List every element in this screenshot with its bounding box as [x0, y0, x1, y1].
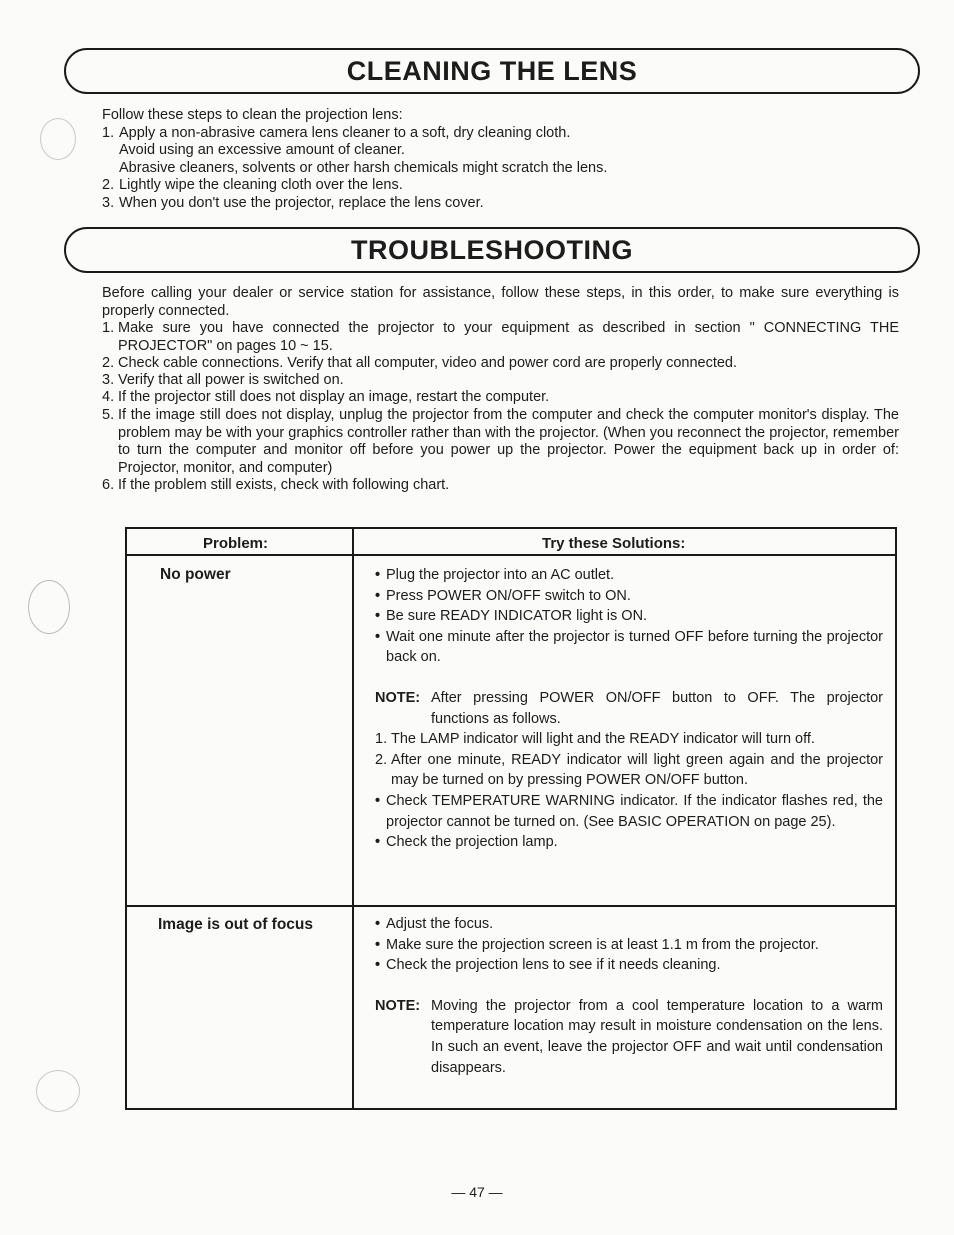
- page-number: — 47 —: [451, 1184, 503, 1200]
- list-text: Check cable connections. Verify that all computer, video and power cord are properly connected.: [118, 355, 738, 371]
- note-text: Moving the projector from a cool temperature location to a warm temperature location may result in moisture condensation on the lens. In such an event, leave the projector OFF and wait until condensation disappears.: [431, 997, 883, 1076]
- list-text: Verify that all power is switched on.: [118, 372, 344, 388]
- list-number: 1.: [102, 320, 115, 336]
- row-divider: [127, 905, 895, 907]
- note-label: NOTE:: [375, 997, 421, 1014]
- solutions-cell: [375, 914, 883, 1078]
- list-item: • Be sure READY INDICATOR light is ON.: [375, 606, 883, 627]
- list-item: [102, 320, 899, 355]
- list-text: When you don't use the projector, replace the lens cover.: [119, 195, 484, 211]
- header-divider: [127, 554, 895, 556]
- problem-label: Image is out of focus: [158, 916, 314, 933]
- cleaning-intro: Follow these steps to clean the projection lens:: [102, 107, 403, 123]
- list-number: 3.: [102, 195, 115, 211]
- note-label: NOTE:: [375, 689, 421, 706]
- list-text: Make sure you have connected the projector to your equipment as described in section " CONNECTING THE PROJECTOR" on pages 10 ~ 15.: [118, 320, 899, 354]
- list-number: 4.: [102, 389, 115, 405]
- list-text: Apply a non-abrasive camera lens cleaner to a soft, dry cleaning cloth.: [119, 125, 571, 141]
- list-item: • Adjust the focus.: [375, 914, 883, 935]
- column-divider: [352, 529, 354, 1108]
- list-number: 2.: [375, 751, 388, 768]
- section-title-troubleshooting: TROUBLESHOOTING: [64, 227, 920, 273]
- solutions-cell: [375, 565, 883, 853]
- list-text: If the problem still exists, check with following chart.: [118, 477, 450, 493]
- list-item: [102, 389, 899, 407]
- list-number: 3.: [102, 372, 115, 388]
- list-item: • Plug the projector into an AC outlet.: [375, 565, 883, 586]
- list-text: Lightly wipe the cleaning cloth over the lens.: [119, 177, 403, 193]
- binding-hole-mark: [36, 1070, 80, 1112]
- list-item: • Check TEMPERATURE WARNING indicator. If the indicator flashes red, the projector cannot be turned on. (See BASIC OPERATION on page 25).: [375, 791, 883, 832]
- list-text: The LAMP indicator will light and the READY indicator will turn off.: [391, 731, 815, 748]
- list-item: [102, 372, 899, 390]
- list-item: [102, 407, 899, 477]
- list-number: 6.: [102, 477, 115, 493]
- troubleshooting-table: [125, 527, 897, 1110]
- list-number: 2.: [102, 355, 115, 371]
- binding-hole-mark: [40, 118, 76, 160]
- list-text: Abrasive cleaners, solvents or other harsh chemicals might scratch the lens.: [119, 160, 608, 176]
- list-number: 5.: [102, 407, 115, 423]
- list-item: [102, 477, 899, 495]
- list-item: [102, 355, 899, 373]
- note-text: After pressing POWER ON/OFF button to OFF. The projector functions as follows.: [431, 689, 883, 727]
- list-text: Avoid using an excessive amount of cleaner.: [119, 142, 405, 158]
- list-item: [375, 750, 883, 791]
- binding-hole-mark: [28, 580, 70, 634]
- list-number: 1.: [102, 125, 115, 141]
- list-text: If the image still does not display, unplug the projector from the computer and check the computer monitor's display. The problem may be with your graphics controller rather than with the projector. (When you reconnect the projector, remember to turn the computer and monitor off before you power up the projector. Power the equipment back up in order of: Projector, monitor, and computer): [118, 407, 899, 476]
- note-block: [375, 688, 883, 729]
- list-number: 2.: [102, 177, 115, 193]
- troubleshooting-intro: Before calling your dealer or service station for assistance, follow these steps, in this order, to make sure everything is properly connected.: [102, 285, 899, 319]
- header-solutions: Try these Solutions:: [542, 535, 686, 552]
- note-block: [375, 996, 883, 1078]
- list-item: [375, 729, 883, 750]
- list-item: • Check the projection lamp.: [375, 832, 883, 853]
- list-item: • Wait one minute after the projector is turned OFF before turning the projector back on.: [375, 627, 883, 668]
- list-item: • Press POWER ON/OFF switch to ON.: [375, 586, 883, 607]
- header-problem: Problem:: [203, 535, 269, 552]
- list-item: • Make sure the projection screen is at least 1.1 m from the projector.: [375, 935, 883, 956]
- problem-label: No power: [160, 566, 231, 583]
- list-number: 1.: [375, 731, 388, 748]
- list-item: • Check the projection lens to see if it needs cleaning.: [375, 955, 883, 976]
- list-text: After one minute, READY indicator will light green again and the projector may be turned on by pressing POWER ON/OFF button.: [391, 751, 883, 789]
- list-text: If the projector still does not display an image, restart the computer.: [118, 389, 550, 405]
- section-title-cleaning: CLEANING THE LENS: [64, 48, 920, 94]
